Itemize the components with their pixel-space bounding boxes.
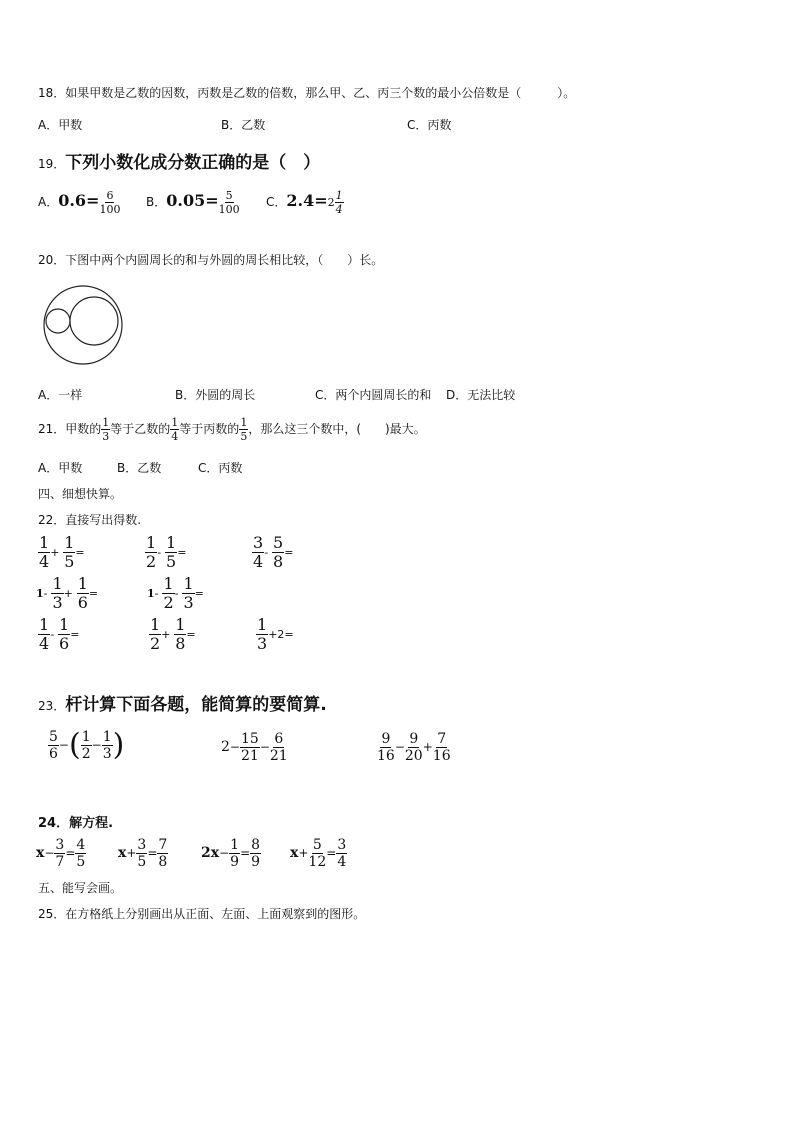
q19-c-fraction: $\frac{1}{4}$ (335, 189, 343, 216)
q22-item-5: 1- $\frac{1}{2}$ - $\frac{1}{3}$ = (147, 574, 204, 612)
q19-a-label: A． (38, 195, 59, 209)
q22-item-2: $\frac{1}{2}$ - $\frac{1}{5}$ = (146, 533, 187, 571)
q24-equation-3: 2x− $\frac{1}{9}$ = $\frac{8}{9}$ (201, 837, 261, 870)
section-5-heading: 五、能写会画。 (38, 881, 123, 895)
q18-text: 18．如果甲数是乙数的因数，丙数是乙数的倍数，那么甲、乙、丙三个数的最小公倍数是（ ）。 (38, 86, 576, 100)
q19-option-c (266, 190, 344, 215)
q19-c-decimal: 2.4= (286, 191, 328, 210)
q22-item-8: $\frac{1}{3}$ +2= (257, 615, 294, 653)
q22-item-7: $\frac{1}{2}$ + $\frac{1}{8}$ = (150, 615, 196, 653)
q22-item-4: 1- $\frac{1}{3}$ + $\frac{1}{6}$ = (36, 574, 99, 612)
circles-figure (42, 284, 124, 366)
q19-title (38, 148, 320, 173)
q21-option-c: C．丙数 (198, 461, 243, 475)
q24-equation-2: x+ $\frac{3}{5}$ = $\frac{7}{8}$ (118, 837, 168, 870)
q19-number: 19． (38, 157, 66, 171)
q19-b-decimal: 0.05= (166, 191, 219, 210)
small-inner-circle (46, 309, 70, 333)
q18-option-b: B．乙数 (221, 118, 266, 132)
q23-title-text: 杆计算下面各题，能简算的要简算. (65, 695, 327, 715)
q21-fraction-2: $\frac{1}{4}$ (171, 416, 179, 443)
q20-option-a: A．一样 (38, 388, 83, 402)
q21-option-b: B．乙数 (117, 461, 162, 475)
q18-option-c: C．丙数 (407, 118, 452, 132)
q21-fraction-1: $\frac{1}{3}$ (102, 416, 110, 443)
q21-fraction-3: $\frac{1}{5}$ (240, 416, 248, 443)
q20-text: 20．下图中两个内圆周长的和与外圆的周长相比较，（ ）长。 (38, 253, 384, 267)
q24-equation-1: x− $\frac{3}{7}$ = $\frac{4}{5}$ (36, 837, 86, 870)
q19-option-a (38, 190, 120, 215)
q19-c-whole: 2 (327, 196, 335, 209)
q20-option-c: C．两个内圆周长的和 (315, 388, 432, 402)
q23-title: 23．杆计算下面各题，能简算的要简算. (38, 695, 327, 715)
q22-title: 22．直接写出得数. (38, 513, 142, 527)
q23-expr-3: $\frac{9}{16}$ − $\frac{9}{20}$ + $\frac{7}{16}$ (377, 731, 451, 764)
q19-a-fraction: $\frac{6}{100}$ (99, 189, 121, 216)
q23-expr-2: 2− $\frac{15}{21}$ − $\frac{6}{21}$ (221, 731, 288, 764)
q20-option-b: B．外圆的周长 (175, 388, 256, 402)
q21-text: 21．甲数的 $\frac{1}{3}$ 等于乙数的 $\frac{1}{4}$ 等于丙数的 $\frac{1}{5}$ ，那么这三个数中，( )最大。 (38, 416, 426, 443)
q19-option-b (146, 190, 240, 215)
q20-option-d: D．无法比较 (446, 388, 516, 402)
q23-expr-1: $\frac{5}{6}$ −( $\frac{1}{2}$ − $\frac{1}{3}$ ) (49, 727, 125, 763)
q19-b-fraction: $\frac{5}{100}$ (218, 189, 240, 216)
outer-circle (44, 286, 122, 364)
q22-item-6: $\frac{1}{4}$ - $\frac{1}{6}$ = (39, 615, 80, 653)
q19-c-label: C． (266, 195, 287, 209)
q18-option-a: A．甲数 (38, 118, 83, 132)
q19-title-text: 下列小数化成分数正确的是（ ） (65, 153, 321, 173)
large-inner-circle (70, 297, 118, 345)
section-4-heading: 四、细想快算。 (38, 487, 123, 501)
q19-b-label: B． (146, 195, 167, 209)
q19-a-decimal: 0.6= (58, 191, 100, 210)
q21-option-a: A．甲数 (38, 461, 83, 475)
q24-equation-4: x+ $\frac{5}{12}$ = $\frac{3}{4}$ (290, 837, 347, 870)
q22-item-3: $\frac{3}{4}$ - $\frac{5}{8}$ = (253, 533, 294, 571)
q25-text: 25．在方格纸上分别画出从正面、左面、上面观察到的图形。 (38, 907, 366, 921)
q22-item-1: $\frac{1}{4}$ + $\frac{1}{5}$ = (39, 533, 85, 571)
q24-title: 24．解方程. (38, 816, 114, 831)
